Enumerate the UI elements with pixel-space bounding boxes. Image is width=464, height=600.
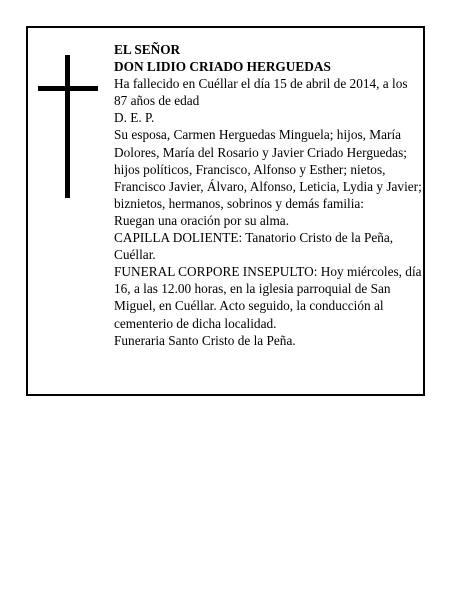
deceased-name: DON LIDIO CRIADO HERGUEDAS [114, 59, 331, 75]
obituary-notice [26, 26, 425, 396]
title-line-1: EL SEÑOR [114, 42, 181, 57]
death-info: Ha fallecido en Cuéllar el día 15 de abril de 2014, a los 87 años de edad [114, 76, 408, 109]
funeral-info: FUNERAL CORPORE INSEPULTO: Hoy miércoles, día 16, a las 12.00 horas, en la iglesia parroquial de San Miguel, en Cuéllar. Acto seguido, la conducción al cementerio de dicha localidad. [114, 264, 422, 331]
family-list: Su esposa, Carmen Herguedas Minguela; hijos, María Dolores, María del Rosario y Javier Criado Herguedas; hijos políticos, Francisco, Alfonso y Esther; nietos, Francisco Javier, Álvaro, Alfonso, Leticia, Lydia y Javier; biznietos, hermanos, sobrinos y demás familia: [114, 127, 422, 211]
chapel-info: CAPILLA DOLIENTE: Tanatorio Cristo de la Peña, Cuéllar. [114, 230, 394, 263]
prayer-request: Ruegan una oración por su alma. [114, 212, 290, 228]
notice-text [114, 41, 422, 349]
funeral-home: Funeraria Santo Cristo de la Peña. [114, 332, 296, 348]
rip-text: D. E. P. [114, 110, 155, 126]
cross-icon [38, 55, 98, 198]
cross-vertical-bar [65, 55, 70, 198]
cross-horizontal-bar [38, 86, 98, 91]
